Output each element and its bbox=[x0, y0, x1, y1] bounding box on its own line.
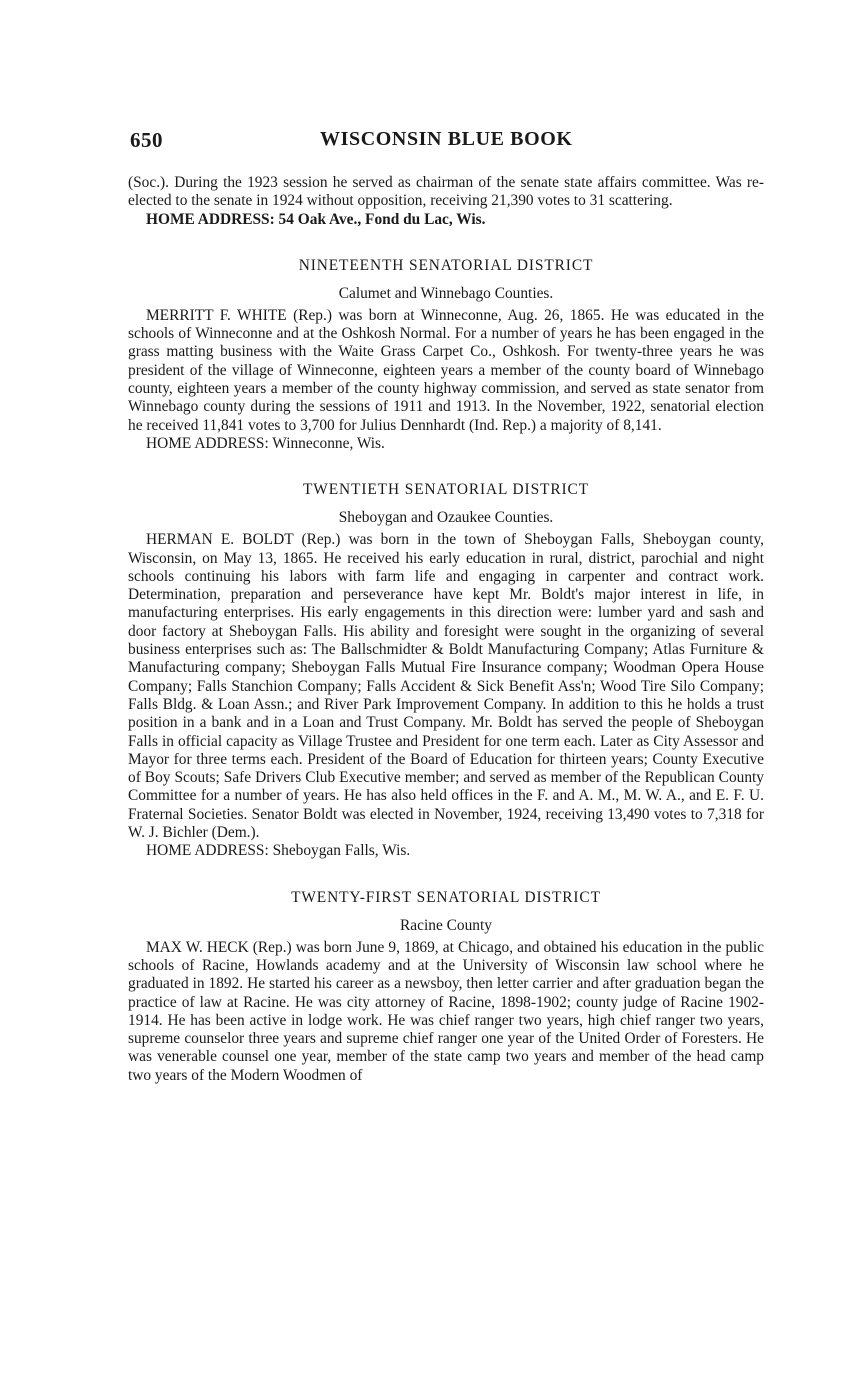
page bbox=[128, 128, 764, 1085]
biography-merritt-white: MERRITT F. WHITE (Rep.) was born at Winneconne, Aug. 26, 1865. He was educated in the schools of Winneconne and at the Oshkosh Normal. For a number of years he has been engaged in the grass matting business with the Waite Grass Carpet Co., Oshkosh. For twenty-three years he was president of the village of Winneconne, eighteen years a member of the county board of Winnebago county, eighteen years a member of the county highway commission, and served as state senator from Winnebago county during the sessions of 1911 and 1913. In the November, 1922, senatorial election he received 11,841 votes to 3,700 for Julius Dennhardt (Ind. Rep.) a majority of 8,141. bbox=[128, 306, 764, 434]
section-counties-twentieth: Sheboygan and Ozaukee Counties. bbox=[338, 509, 554, 527]
home-address-winneconne: HOME ADDRESS: Winneconne, Wis. bbox=[146, 434, 385, 452]
running-head bbox=[128, 128, 764, 154]
biography-herman-boldt: HERMAN E. BOLDT (Rep.) was born in the town of Sheboygan Falls, Sheboygan county, Wisconsin, on May 13, 1865. He received his early education in rural, district, parochial and night schools continuing his labors with farm life and engaging in carpenter and contract work. Determination, preparation and perseverance have kept Mr. Boldt's major interest in life, in manufacturing enterprises. His early engagements in this direction were: lumber yard and sash and door factory at Sheboygan Falls. His ability and foresight were sought in the organizing of several business enterprises such as: The Ballschmidter & Boldt Manufacturing Company; Atlas Furniture & Manufacturing company; Sheboygan Falls Mutual Fire Insurance company; Woodman Opera House Company; Falls Stanchion Company; Falls Accident & Sick Benefit Ass'n; Wood Tire Silo Company; Falls Bldg. & Loan Assn.; and River Park Improvement Company. In addition to this he holds a trust position in a bank and in a Loan and Trust Company. Mr. Boldt has served the people of Sheboygan Falls in official capacity as Village Trustee and President for one term each. Later as City Assessor and Mayor for three terms each. President of the Board of Education for thirteen years; County Executive of Boy Scouts; Safe Drivers Club Executive member; and served as member of the Republican County Committee for a number of years. He has also held offices in the F. and A. M., M. W. A., and E. F. U. Fraternal Societies. Senator Boldt was elected in November, 1924, receiving 13,490 votes to 7,318 for W. J. Bichler (Dem.). bbox=[128, 531, 764, 842]
home-address-fond-du-lac: HOME ADDRESS: 54 Oak Ave., Fond du Lac, Wis. bbox=[146, 210, 486, 228]
page-number: 650 bbox=[130, 128, 163, 152]
section-counties-nineteenth: Calumet and Winnebago Counties. bbox=[338, 284, 554, 302]
section-heading-twentieth: TWENTIETH SENATORIAL DISTRICT bbox=[303, 481, 589, 499]
continuation-paragraph: (Soc.). During the 1923 session he served as chairman of the senate state affairs committee. Was re-elected to the senate in 1924 without opposition, receiving 21,390 votes to 31 scattering. bbox=[128, 174, 764, 210]
home-address-sheboygan-falls: HOME ADDRESS: Sheboygan Falls, Wis. bbox=[146, 842, 411, 860]
biography-max-heck: MAX W. HECK (Rep.) was born June 9, 1869, at Chicago, and obtained his education in the public schools of Racine, Howlands academy and at the University of Wisconsin law school where he graduated in 1892. He started his career as a newsboy, then letter carrier and after graduation began the practice of law at Racine. He was city attorney of Racine, 1898-1902; county judge of Racine 1902-1914. He has been active in lodge work. He was chief ranger two years, high chief ranger two years, supreme counselor three years and supreme chief ranger one year of the United Order of Foresters. He was venerable counsel one year, member of the state camp two years and member of the head camp two years of the Modern Woodmen of bbox=[128, 938, 764, 1084]
section-heading-twenty-first: TWENTY-FIRST SENATORIAL DISTRICT bbox=[291, 888, 601, 906]
section-heading-nineteenth: NINETEENTH SENATORIAL DISTRICT bbox=[298, 256, 594, 274]
book-title: WISCONSIN BLUE BOOK bbox=[320, 128, 573, 150]
section-counties-twenty-first: Racine County bbox=[400, 916, 492, 934]
